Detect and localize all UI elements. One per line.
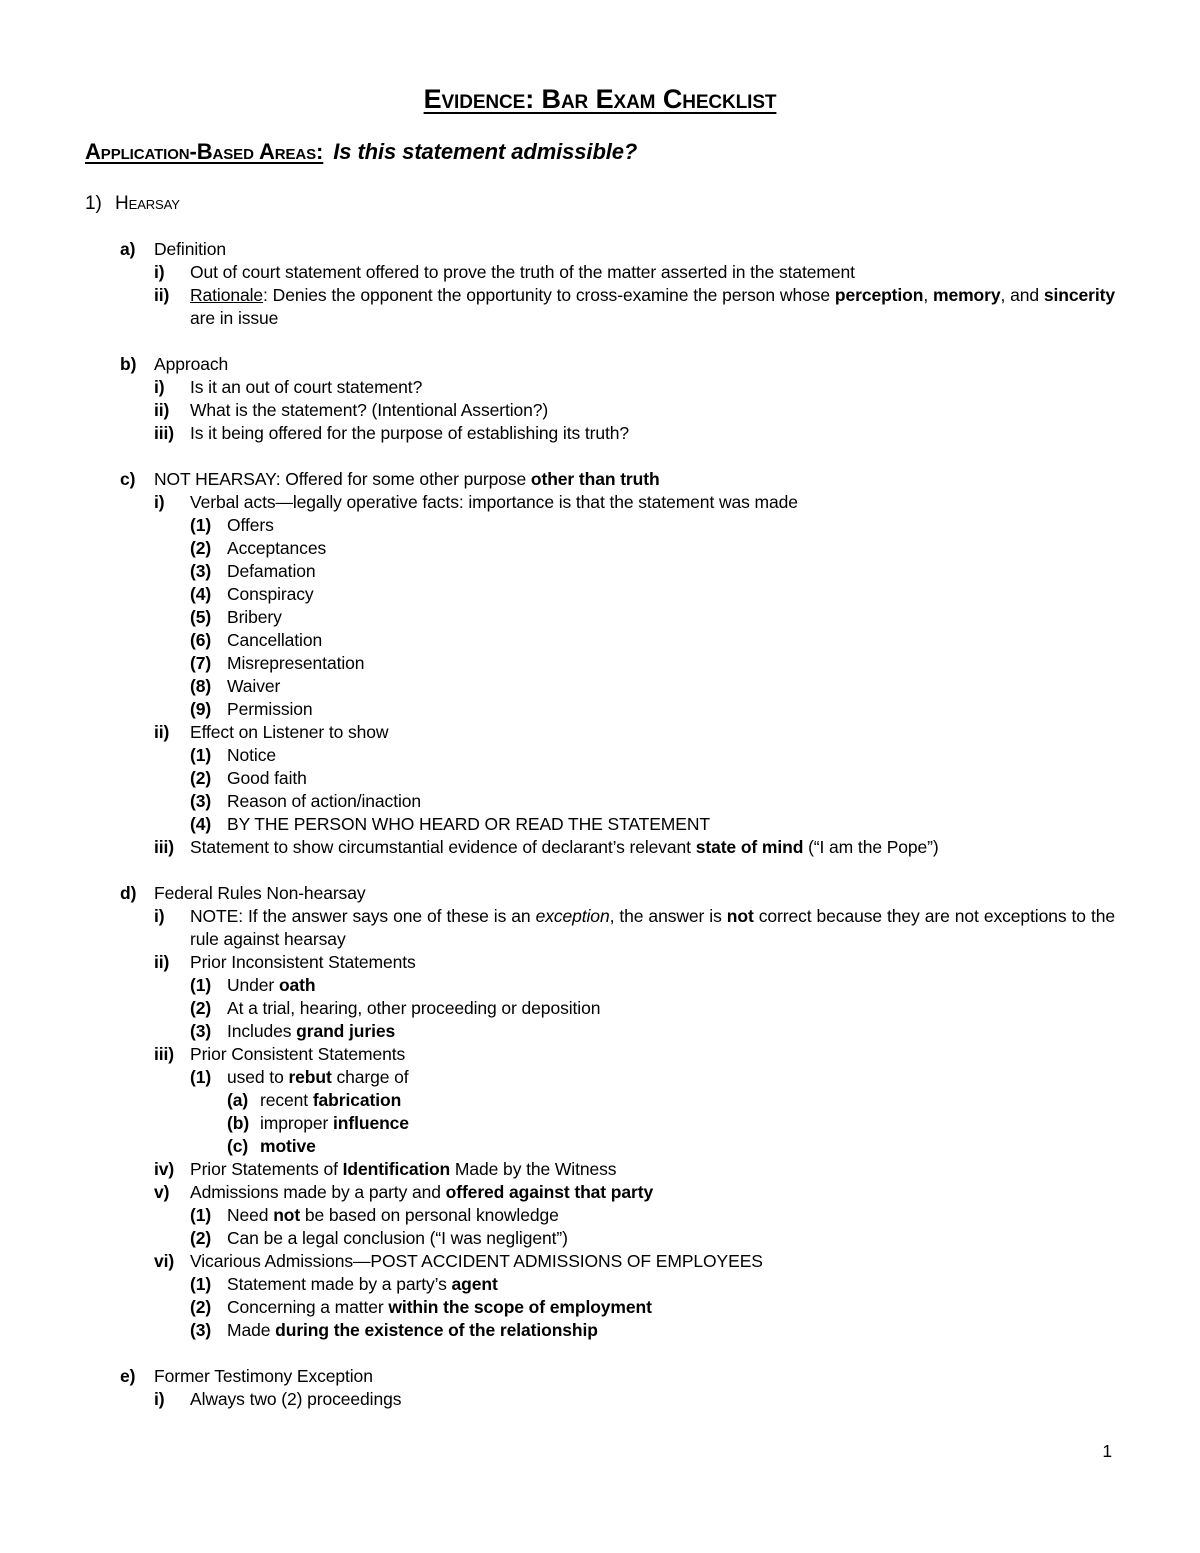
list-marker: (3) xyxy=(190,1021,212,1041)
list-marker: i) xyxy=(154,377,165,397)
page-title xyxy=(0,84,1200,115)
list-text xyxy=(154,1365,1115,1388)
list-text xyxy=(227,583,1115,606)
text-segment: other than truth xyxy=(530,469,660,489)
text-segment: Made by the Witness xyxy=(450,1159,617,1179)
text-segment: Definition xyxy=(154,239,226,259)
text-segment: offered against that party xyxy=(445,1182,654,1202)
list-marker: i) xyxy=(154,1389,165,1409)
list-text xyxy=(260,1112,1115,1135)
list-marker: 1) xyxy=(85,193,102,214)
list-text xyxy=(190,1043,1115,1066)
section-heading-label: Application-Based Areas: xyxy=(85,139,324,164)
list-marker: (2) xyxy=(190,538,212,558)
list-marker: i) xyxy=(154,906,165,926)
text-segment: Reason of action/inaction xyxy=(227,791,422,811)
text-segment: Federal Rules Non-hearsay xyxy=(154,883,366,903)
list-text xyxy=(227,767,1115,790)
list-item xyxy=(0,468,1200,491)
text-segment: motive xyxy=(260,1136,316,1156)
list-marker: b) xyxy=(120,354,137,374)
text-segment: Statement made by a party’s xyxy=(227,1274,452,1294)
list-marker: (1) xyxy=(190,975,212,995)
list-marker: i) xyxy=(154,262,165,282)
text-segment: grand juries xyxy=(296,1021,396,1041)
list-item xyxy=(0,537,1200,560)
text-segment: Conspiracy xyxy=(227,584,314,604)
list-text xyxy=(227,698,1115,721)
list-item xyxy=(0,905,1200,951)
list-marker: (3) xyxy=(190,1320,212,1340)
list-item xyxy=(0,560,1200,583)
text-segment: oath xyxy=(278,975,316,995)
list-item xyxy=(0,813,1200,836)
page-number: 1 xyxy=(1102,1441,1112,1461)
list-text xyxy=(190,1250,1115,1273)
list-marker: ii) xyxy=(154,285,170,305)
list-text xyxy=(190,491,1115,514)
text-segment: Effect on Listener to show xyxy=(190,722,389,742)
list-text xyxy=(227,606,1115,629)
list-item xyxy=(0,1066,1200,1089)
text-segment: Identification xyxy=(342,1159,451,1179)
list-text xyxy=(190,951,1115,974)
document-list xyxy=(0,192,1200,1411)
list-marker: iv) xyxy=(154,1159,175,1179)
text-segment: Hearsay xyxy=(115,193,180,214)
list-marker: (2) xyxy=(190,1228,212,1248)
text-segment: agent xyxy=(451,1274,498,1294)
list-marker: iii) xyxy=(154,423,175,443)
list-item xyxy=(0,1112,1200,1135)
list-item xyxy=(0,1273,1200,1296)
text-segment: exception xyxy=(535,906,610,926)
list-item xyxy=(0,974,1200,997)
text-segment: perception xyxy=(834,285,924,305)
text-segment: improper xyxy=(260,1113,334,1133)
text-segment: Waiver xyxy=(227,676,281,696)
text-segment: Acceptances xyxy=(227,538,327,558)
page-title-text: Evidence: Bar Exam Checklist xyxy=(423,84,777,114)
list-item xyxy=(0,1181,1200,1204)
list-item xyxy=(0,606,1200,629)
list-marker: (6) xyxy=(190,630,212,650)
list-marker: (5) xyxy=(190,607,212,627)
list-item xyxy=(0,284,1200,330)
list-marker: (b) xyxy=(227,1113,250,1133)
text-segment: charge of xyxy=(331,1067,409,1087)
list-item xyxy=(0,790,1200,813)
list-marker: d) xyxy=(120,883,137,903)
text-segment: used to xyxy=(227,1067,289,1087)
text-segment: within the scope of employment xyxy=(388,1297,652,1317)
text-segment: Statement to show circumstantial evidence of declarant’s relevant xyxy=(190,837,696,857)
list-item xyxy=(0,1250,1200,1273)
list-text xyxy=(227,997,1115,1020)
list-item xyxy=(0,1319,1200,1342)
text-segment: NOTE: If the answer says one of these is an xyxy=(190,906,536,926)
text-segment: Prior Consistent Statements xyxy=(190,1044,406,1064)
list-text xyxy=(190,261,1115,284)
list-text xyxy=(227,652,1115,675)
list-item xyxy=(0,1043,1200,1066)
list-text xyxy=(154,468,1115,491)
list-marker: (2) xyxy=(190,768,212,788)
text-segment: Vicarious Admissions—POST ACCIDENT ADMISSIONS OF EMPLOYEES xyxy=(190,1251,763,1271)
text-segment: state of mind xyxy=(695,837,804,857)
text-segment: Prior Statements of xyxy=(190,1159,343,1179)
list-marker: (2) xyxy=(190,998,212,1018)
list-text xyxy=(115,192,1115,215)
text-segment: Misrepresentation xyxy=(227,653,365,673)
list-text xyxy=(227,514,1115,537)
list-text xyxy=(190,399,1115,422)
list-text xyxy=(260,1089,1115,1112)
list-item xyxy=(0,1296,1200,1319)
list-text xyxy=(154,238,1115,261)
text-segment: Is it an out of court statement? xyxy=(190,377,423,397)
list-text xyxy=(227,1273,1115,1296)
text-segment: : Denies the opponent the opportunity to cross-examine the person whose xyxy=(263,285,835,305)
list-item xyxy=(0,951,1200,974)
list-marker: (4) xyxy=(190,584,212,604)
list-text xyxy=(190,1158,1115,1181)
list-item xyxy=(0,721,1200,744)
list-text xyxy=(190,1181,1115,1204)
text-segment: Former Testimony Exception xyxy=(154,1366,373,1386)
list-item xyxy=(0,629,1200,652)
list-item xyxy=(0,1135,1200,1158)
list-marker: (1) xyxy=(190,1205,212,1225)
list-item xyxy=(0,353,1200,376)
text-segment: Defamation xyxy=(227,561,316,581)
list-marker: (3) xyxy=(190,561,212,581)
list-item xyxy=(0,514,1200,537)
list-item xyxy=(0,491,1200,514)
text-segment: Admissions made by a party and xyxy=(190,1182,446,1202)
list-text xyxy=(154,882,1115,905)
list-item xyxy=(0,882,1200,905)
list-item xyxy=(0,1388,1200,1411)
text-segment: Prior Inconsistent Statements xyxy=(190,952,416,972)
list-item xyxy=(0,698,1200,721)
list-item xyxy=(0,376,1200,399)
text-segment: Rationale xyxy=(190,285,264,305)
text-segment: Bribery xyxy=(227,607,282,627)
list-marker: (4) xyxy=(190,814,212,834)
list-text xyxy=(227,1296,1115,1319)
text-segment: Can be a legal conclusion (“I was negligent”) xyxy=(227,1228,568,1248)
text-segment: BY THE PERSON WHO HEARD OR READ THE STATEMENT xyxy=(227,814,710,834)
list-text xyxy=(227,1319,1115,1342)
list-text xyxy=(227,813,1115,836)
list-marker: iii) xyxy=(154,837,175,857)
text-segment: memory xyxy=(933,285,1001,305)
text-segment: fabrication xyxy=(312,1090,402,1110)
list-text xyxy=(227,744,1115,767)
list-marker: ii) xyxy=(154,722,170,742)
list-text xyxy=(227,790,1115,813)
text-segment: sincerity xyxy=(1043,285,1115,305)
list-marker: (1) xyxy=(190,745,212,765)
text-segment: Verbal acts—legally operative facts: importance is that the statement was made xyxy=(190,492,798,512)
list-marker: vi) xyxy=(154,1251,175,1271)
list-marker: ii) xyxy=(154,400,170,420)
text-segment: influence xyxy=(333,1113,409,1133)
list-marker: v) xyxy=(154,1182,170,1202)
list-item xyxy=(0,836,1200,859)
list-item xyxy=(0,767,1200,790)
list-text xyxy=(190,721,1115,744)
section-heading xyxy=(85,138,1115,165)
list-item xyxy=(0,652,1200,675)
list-marker: iii) xyxy=(154,1044,175,1064)
list-item xyxy=(0,997,1200,1020)
text-segment: Always two (2) proceedings xyxy=(190,1389,402,1409)
list-text xyxy=(227,1227,1115,1250)
list-marker: c) xyxy=(120,469,136,489)
list-text xyxy=(260,1135,1115,1158)
text-segment: are in issue xyxy=(190,308,279,328)
list-text xyxy=(190,284,1115,330)
list-text xyxy=(154,353,1115,376)
list-text xyxy=(227,560,1115,583)
list-marker: (1) xyxy=(190,515,212,535)
list-marker: (a) xyxy=(227,1090,249,1110)
text-segment: Out of court statement offered to prove the truth of the matter asserted in the statement xyxy=(190,262,855,282)
text-segment: not xyxy=(273,1205,301,1225)
text-segment: Approach xyxy=(154,354,229,374)
list-text xyxy=(227,974,1115,997)
text-segment: during the existence of the relationship xyxy=(275,1320,598,1340)
list-item xyxy=(0,1204,1200,1227)
list-text xyxy=(227,1066,1115,1089)
text-segment: Need xyxy=(227,1205,274,1225)
list-text xyxy=(227,629,1115,652)
text-segment: recent xyxy=(260,1090,313,1110)
text-segment: Offers xyxy=(227,515,274,535)
list-item xyxy=(0,399,1200,422)
text-segment: Is it being offered for the purpose of establishing its truth? xyxy=(190,423,630,443)
list-text xyxy=(190,1388,1115,1411)
list-marker: i) xyxy=(154,492,165,512)
text-segment: rebut xyxy=(288,1067,332,1087)
list-marker: e) xyxy=(120,1366,136,1386)
text-segment: At a trial, hearing, other proceeding or deposition xyxy=(227,998,601,1018)
text-segment: , and xyxy=(1000,285,1044,305)
list-item xyxy=(0,583,1200,606)
text-segment: , the answer is xyxy=(609,906,727,926)
list-marker: (3) xyxy=(190,791,212,811)
text-segment: (“I am the Pope”) xyxy=(803,837,939,857)
text-segment: Notice xyxy=(227,745,277,765)
list-text xyxy=(190,905,1115,951)
section-heading-question: Is this statement admissible? xyxy=(333,139,638,164)
list-marker: (2) xyxy=(190,1297,212,1317)
text-segment: Cancellation xyxy=(227,630,323,650)
list-marker: (9) xyxy=(190,699,212,719)
list-marker: a) xyxy=(120,239,136,259)
list-text xyxy=(227,675,1115,698)
text-segment: not xyxy=(726,906,754,926)
list-text xyxy=(190,376,1115,399)
list-item xyxy=(0,261,1200,284)
list-item xyxy=(0,192,1200,215)
list-item xyxy=(0,1227,1200,1250)
list-marker: (7) xyxy=(190,653,212,673)
list-item xyxy=(0,744,1200,767)
list-text xyxy=(227,1204,1115,1227)
list-marker: (1) xyxy=(190,1067,212,1087)
text-segment: correct because they are not exceptions to the rule against hearsay xyxy=(190,906,1115,949)
text-segment: Includes xyxy=(227,1021,297,1041)
list-item xyxy=(0,1089,1200,1112)
list-text xyxy=(227,1020,1115,1043)
list-marker: ii) xyxy=(154,952,170,972)
text-segment: Concerning a matter xyxy=(227,1297,389,1317)
list-item xyxy=(0,422,1200,445)
text-segment: , xyxy=(923,285,933,305)
list-item xyxy=(0,1158,1200,1181)
list-marker: (8) xyxy=(190,676,212,696)
list-marker: (1) xyxy=(190,1274,212,1294)
list-text xyxy=(190,422,1115,445)
list-marker: (c) xyxy=(227,1136,249,1156)
text-segment: Good faith xyxy=(227,768,307,788)
list-item xyxy=(0,675,1200,698)
text-segment: Made xyxy=(227,1320,276,1340)
text-segment: Under xyxy=(227,975,279,995)
text-segment: be based on personal knowledge xyxy=(300,1205,559,1225)
list-item xyxy=(0,1365,1200,1388)
list-text xyxy=(190,836,1115,859)
text-segment: NOT HEARSAY: Offered for some other purpose xyxy=(154,469,531,489)
list-item xyxy=(0,1020,1200,1043)
list-item xyxy=(0,238,1200,261)
text-segment: Permission xyxy=(227,699,313,719)
text-segment: What is the statement? (Intentional Assertion?) xyxy=(190,400,549,420)
list-text xyxy=(227,537,1115,560)
